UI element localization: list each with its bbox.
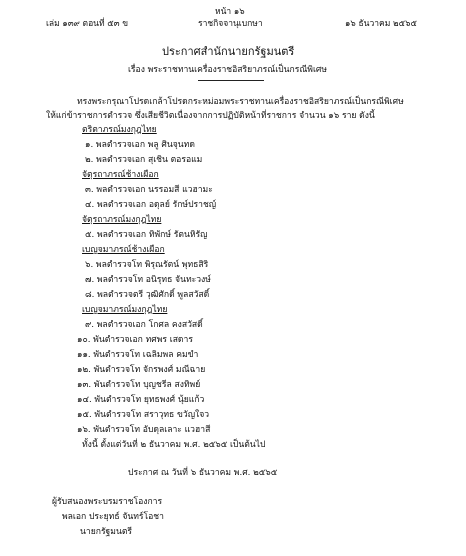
document-title: ประกาศสำนักนายกรัฐมนตรี [162,45,295,58]
list-item: ๑๕. พันตำรวจโท สราวุทธ ขวัญใจว [77,410,210,420]
list-item: ๓. พลตำรวจเอก นรรอมสี แวฮามะ [85,185,213,195]
countersign-label: ผู้รับสนองพระบรมราชโองการ [52,497,163,507]
header-date: ๑๖ ธันวาคม ๒๕๖๕ [345,19,417,29]
document-subject: เรื่อง พระราชทานเครื่องราชอิสริยาภรณ์เป็นกรณีพิเศษ [128,65,328,75]
section-heading: ตริตาภรณ์มงกุฎไทย [82,125,157,135]
list-item: ๒. พลตำรวจเอก สุเชิน ตอรอแม [85,155,203,165]
section-heading: จัตุรถาภรณ์มงกุฎไทย [82,215,162,225]
list-item: ๑. พลตำรวจเอก พลู ศินจุนทด [85,140,195,150]
announcement-date: ประกาศ ณ วันที่ ๖ ธันวาคม พ.ศ. ๒๕๖๕ [128,468,278,478]
list-item: ๕. พลตำรวจเอก ทิพักษ์ รัตนหิรัญ [85,230,208,240]
list-item: ๑๐. พันตำรวจเอก ทศพร เสดาร [77,335,193,345]
intro-line-1: ทรงพระกรุณาโปรดเกล้าโปรดกระหม่อมพระราชทานเครื่องราชอิสริยาภรณ์เป็นกรณีพิเศษ [77,97,404,107]
section-heading: จัตุรถาภรณ์ช้างเผือก [82,170,159,180]
list-item: ๑๒. พันตำรวจโท จักรพงศ์ มณีฉาย [77,365,206,375]
list-item: ๙. พลตำรวจเอก โกศล คงสวัสดิ์ [85,320,203,330]
signatory-title: นายกรัฐมนตรี [80,527,133,537]
section-heading: เบญจมาภรณ์มงกุฎไทย [82,305,168,315]
list-item: ๑๖. พันตำรวจโท อับดุลเลาะ แวฮาสี [77,425,211,435]
list-item: ๗. พลตำรวจโท อนิรุทธ จันทะวงษ์ [85,275,211,285]
list-item: ๔. พลตำรวจเอก อดุลย์ รักษ์ปราชญ์ [85,200,217,210]
volume-info: เล่ม ๑๓๙ ตอนที่ ๕๓ ข [46,19,129,29]
list-item: ๑๓. พันตำรวจโท บุญชรีล สงทิพย์ [77,380,201,390]
title-divider [198,80,264,81]
list-item: ๘. พลตำรวจตรี วุฒิศักดิ์ พูลสวัสดิ์ [85,290,210,300]
gazette-name: ราชกิจจานุเบกษา [198,19,263,29]
signatory-name: พลเอก ประยุทธ์ จันทร์โอชา [62,512,164,522]
intro-line-2: ให้แก่ข้าราชการตำรวจ ซึ่งเสียชีวิตเนื่องจากการปฏิบัติหน้าที่ราชการ จำนวน ๑๖ ราย ดังนี้ [46,111,375,121]
list-item: ๑๔. พันตำรวจโท ยุทธพงศ์ นุ้ยแก้ว [77,395,205,405]
effective-date: ทั้งนี้ ตั้งแต่วันที่ ๒ ธันวาคม พ.ศ. ๒๕๖๕ เป็นต้นไป [82,440,266,450]
section-heading: เบญจมาภรณ์ช้างเผือก [82,245,165,255]
list-item: ๑๑. พันตำรวจโท เฉลิมพล คมขำ [77,350,199,360]
list-item: ๖. พลตำรวจโท พิรุณรัตน์ พุทธสิริ [85,260,209,270]
page-number: หน้า ๑๖ [215,7,245,17]
